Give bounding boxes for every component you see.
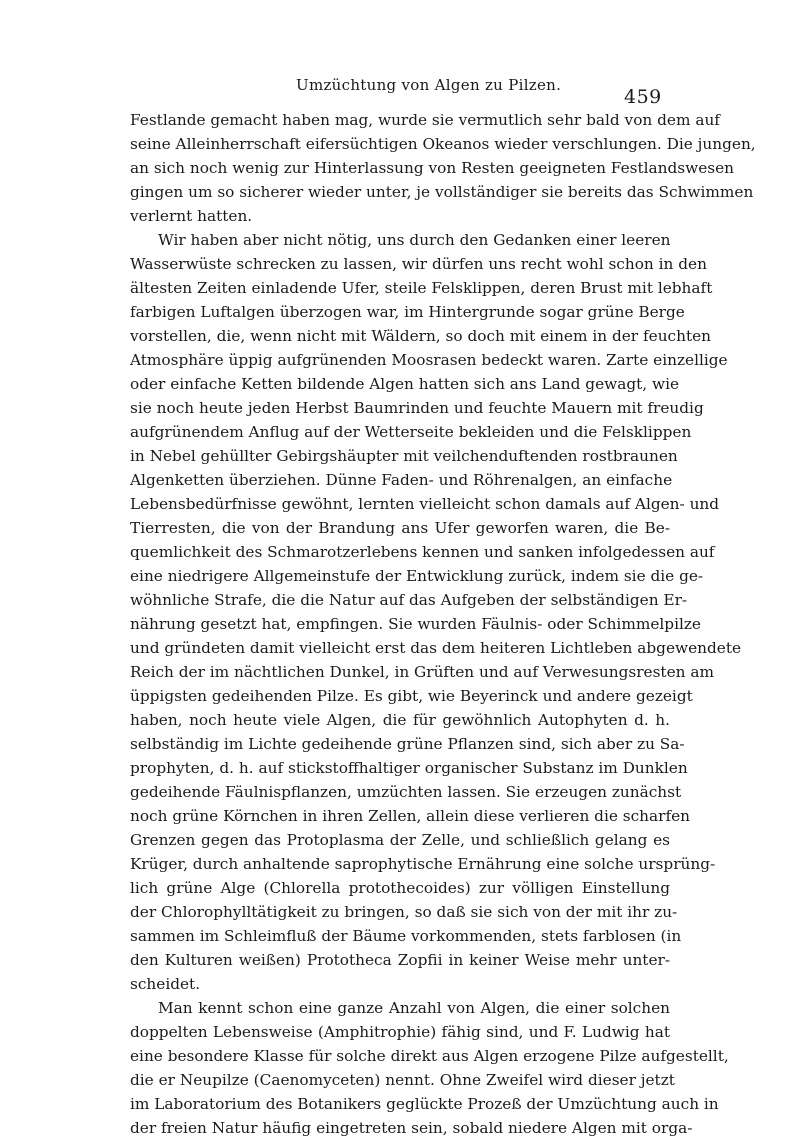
text-line: lich grüne Alge (Chlorella protothecoides) zur völligen Einstellung [130,879,670,897]
text-line: Reich der im nächtlichen Dunkel, in Grüften und auf Verwesungsresten am [130,663,714,681]
text-line: wöhnliche Strafe, die die Natur auf das Aufgeben der selbständigen Er- [130,591,688,609]
text-line: Grenzen gegen das Protoplasma der Zelle, und schließlich gelang es [130,831,670,849]
page-header [0,72,800,108]
text-line: selbständig im Lichte gedeihende grüne Pflanzen sind, sich aber zu Sa- [130,735,685,753]
text-line: ältesten Zeiten einladende Ufer, steile Felsklippen, deren Brust mit lebhaft [130,279,713,297]
running-title: Umzüchtung von Algen zu Pilzen. [296,76,562,94]
body-text [130,108,756,1140]
text-line: Man kennt schon eine ganze Anzahl von Algen, die einer solchen [158,999,670,1017]
text-line: in Nebel gehüllter Gebirgshäupter mit veilchenduftenden rostbraunen [130,447,678,465]
text-line: Festlande gemacht haben mag, wurde sie vermutlich sehr bald von dem auf [130,111,720,129]
text-line: üppigsten gedeihenden Pilze. Es gibt, wie Beyerinck und andere gezeigt [130,687,693,705]
text-line: gedeihende Fäulnispflanzen, umzüchten lassen. Sie erzeugen zunächst [130,783,682,801]
text-line: farbigen Luftalgen überzogen war, im Hintergrunde sogar grüne Berge [130,303,685,321]
text-line: der Chlorophylltätigkeit zu bringen, so daß sie sich von der mit ihr zu- [130,903,678,921]
text-line: haben, noch heute viele Algen, die für gewöhnlich Autophyten d. h. [130,711,670,729]
text-line: scheidet. [130,975,201,993]
text-line: nährung gesetzt hat, empfingen. Sie wurden Fäulnis- oder Schimmelpilze [130,615,701,633]
text-line: gingen um so sicherer wieder unter, je vollständiger sie bereits das Schwimmen [130,183,754,201]
text-line: Krüger, durch anhaltende saprophytische Ernährung eine solche ursprüng- [130,855,716,873]
text-line: quemlichkeit des Schmarotzerlebens kennen und sanken infolgedessen auf [130,543,715,561]
text-line: Atmosphäre üppig aufgrünenden Moosrasen bedeckt waren. Zarte einzellige [130,351,728,369]
text-line: prophyten, d. h. auf stickstoffhaltiger organischer Substanz im Dunklen [130,759,688,777]
text-line: sie noch heute jeden Herbst Baumrinden und feuchte Mauern mit freudig [130,399,704,417]
page-number: 459 [624,86,662,108]
text-line: oder einfache Ketten bildende Algen hatten sich ans Land gewagt, wie [130,375,680,393]
text-line: seine Alleinherrschaft eifersüchtigen Okeanos wieder verschlungen. Die jungen, [130,135,756,153]
text-line: der freien Natur häufig eingetreten sein, sobald niedere Algen mit orga- [130,1119,693,1137]
text-line: die er Neupilze (Caenomyceten) nennt. Ohne Zweifel wird dieser jetzt [130,1071,675,1089]
text-line: den Kulturen weißen) Prototheca Zopfii in keiner Weise mehr unter- [130,951,670,969]
text-line: an sich noch wenig zur Hinterlassung von Resten geeigneten Festlandswesen [130,159,735,177]
text-line: sammen im Schleimfluß der Bäume vorkommenden, stets farblosen (in [130,927,682,945]
text-line: noch grüne Körnchen in ihren Zellen, allein diese verlieren die scharfen [130,807,691,825]
text-line: eine besondere Klasse für solche direkt aus Algen erzogene Pilze aufgestellt, [130,1047,729,1065]
text-line: Algenketten überziehen. Dünne Faden- und Röhrenalgen, an einfache [130,471,673,489]
text-line: Wasserwüste schrecken zu lassen, wir dürfen uns recht wohl schon in den [130,255,707,273]
text-line: vorstellen, die, wenn nicht mit Wäldern, so doch mit einem in der feuchten [130,327,712,345]
text-line: Wir haben aber nicht nötig, uns durch den Gedanken einer leeren [158,231,671,249]
text-line: verlernt hatten. [130,207,253,225]
text-line: Lebensbedürfnisse gewöhnt, lernten vielleicht schon damals auf Algen- und [130,495,720,513]
text-line: und gründeten damit vielleicht erst das dem heiteren Lichtleben abgewendete [130,639,742,657]
text-line: eine niedrigere Allgemeinstufe der Entwicklung zurück, indem sie die ge- [130,567,704,585]
text-line: doppelten Lebensweise (Amphitrophie) fähig sind, und F. Ludwig hat [130,1023,670,1041]
text-line: aufgrünendem Anflug auf der Wetterseite bekleiden und die Felsklippen [130,423,692,441]
text-line: Tierresten, die von der Brandung ans Ufer geworfen waren, die Be- [130,519,670,537]
text-line: im Laboratorium des Botanikers geglückte Prozeß der Umzüchtung auch in [130,1095,719,1113]
